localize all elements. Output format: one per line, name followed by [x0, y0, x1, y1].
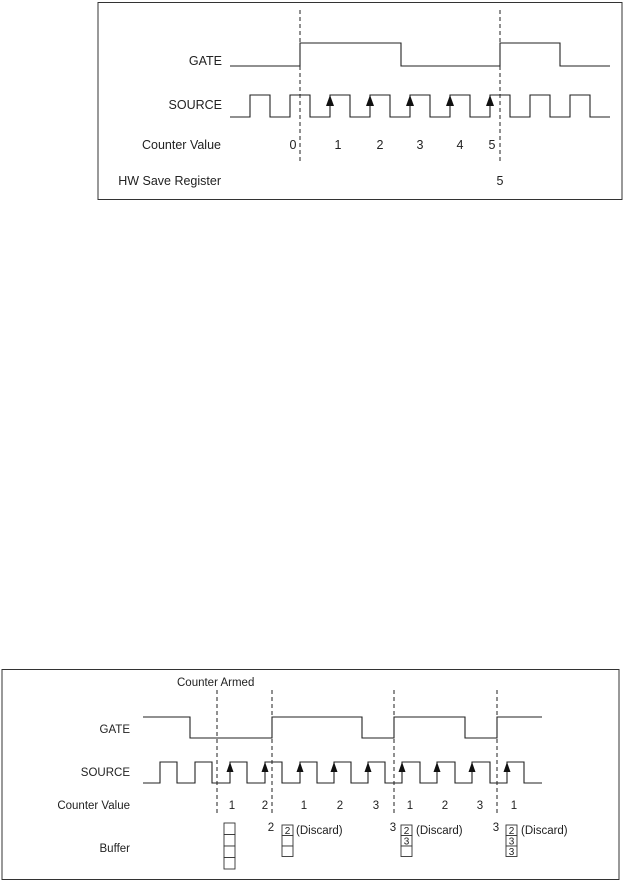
counter-value: 1: [228, 800, 236, 812]
buffer-cell: [224, 846, 235, 858]
buffer-cell: [224, 823, 235, 835]
buffer-column: [506, 825, 517, 858]
rising-edge-arrow: [469, 762, 476, 772]
buffer-column: [282, 825, 293, 857]
gate-waveform: [230, 43, 610, 66]
counter-value: 3: [416, 138, 424, 152]
rising-edge-arrow: [406, 95, 414, 106]
buffer-cell: [224, 835, 235, 847]
buffer-cell-value: 2: [284, 826, 291, 837]
buffer-cell: [224, 858, 235, 870]
rising-edge-arrow: [434, 762, 441, 772]
rising-edge-arrow: [486, 95, 494, 106]
rising-edge-arrow: [504, 762, 511, 772]
counter-value: 0: [289, 138, 297, 152]
counter-value: 1: [406, 800, 414, 812]
counter-value: 3: [372, 800, 380, 812]
buffer-cell: [282, 846, 293, 857]
counter-value: 2: [441, 800, 449, 812]
source-waveform: [230, 95, 610, 117]
buffer-cell-value: 3: [508, 836, 515, 848]
buffer-cell-value: 3: [508, 847, 515, 858]
gate-waveform: [143, 717, 542, 738]
saved-value: 3: [492, 822, 500, 834]
rising-edge-arrow: [399, 762, 406, 772]
buffer-label: Buffer: [99, 843, 130, 855]
counter-value-label: Counter Value: [142, 138, 221, 152]
discard-note: (Discard): [521, 825, 568, 837]
buffer-cell-value: 2: [403, 826, 410, 837]
rising-edge-arrow: [297, 762, 304, 772]
source-waveform: [143, 762, 542, 783]
counter-value: 2: [376, 138, 384, 152]
counter-value: 5: [488, 138, 496, 152]
source-label: SOURCE: [168, 98, 222, 112]
saved-value: 2: [267, 822, 275, 834]
rising-edge-arrow: [365, 762, 372, 772]
counter-value-label: Counter Value: [57, 800, 130, 812]
gate-label: GATE: [99, 724, 130, 736]
diagram-1: [98, 3, 622, 200]
rising-edge-arrow: [331, 762, 338, 772]
diagram-2: [2, 670, 619, 880]
buffer-cell: [401, 846, 412, 857]
buffer-cell-value: 2: [508, 826, 515, 837]
buffer-column: [224, 823, 235, 869]
counter-value: 2: [261, 800, 269, 812]
rising-edge-arrow: [446, 95, 454, 106]
counter-value: 3: [476, 800, 484, 812]
source-label: SOURCE: [80, 767, 130, 779]
discard-note: (Discard): [416, 825, 463, 837]
counter-value: 4: [456, 138, 464, 152]
saved-value: 3: [389, 822, 397, 834]
buffer-cell: [282, 836, 293, 847]
hw-save-value: 5: [496, 174, 504, 188]
rising-edge-arrow: [227, 762, 234, 772]
gate-label: GATE: [188, 54, 222, 68]
buffer-column: [401, 825, 412, 857]
rising-edge-arrow: [262, 762, 269, 772]
rising-edge-arrow: [366, 95, 374, 106]
counter-value: 1: [300, 800, 308, 812]
discard-note: (Discard): [296, 825, 343, 837]
counter-armed-title: Counter Armed: [177, 677, 255, 689]
counter-value: 2: [336, 800, 344, 812]
counter-value: 1: [334, 138, 342, 152]
rising-edge-arrow: [326, 95, 334, 106]
buffer-cell-value: 3: [403, 836, 410, 848]
counter-value: 1: [510, 800, 518, 812]
hw-save-register-label: HW Save Register: [118, 174, 221, 188]
